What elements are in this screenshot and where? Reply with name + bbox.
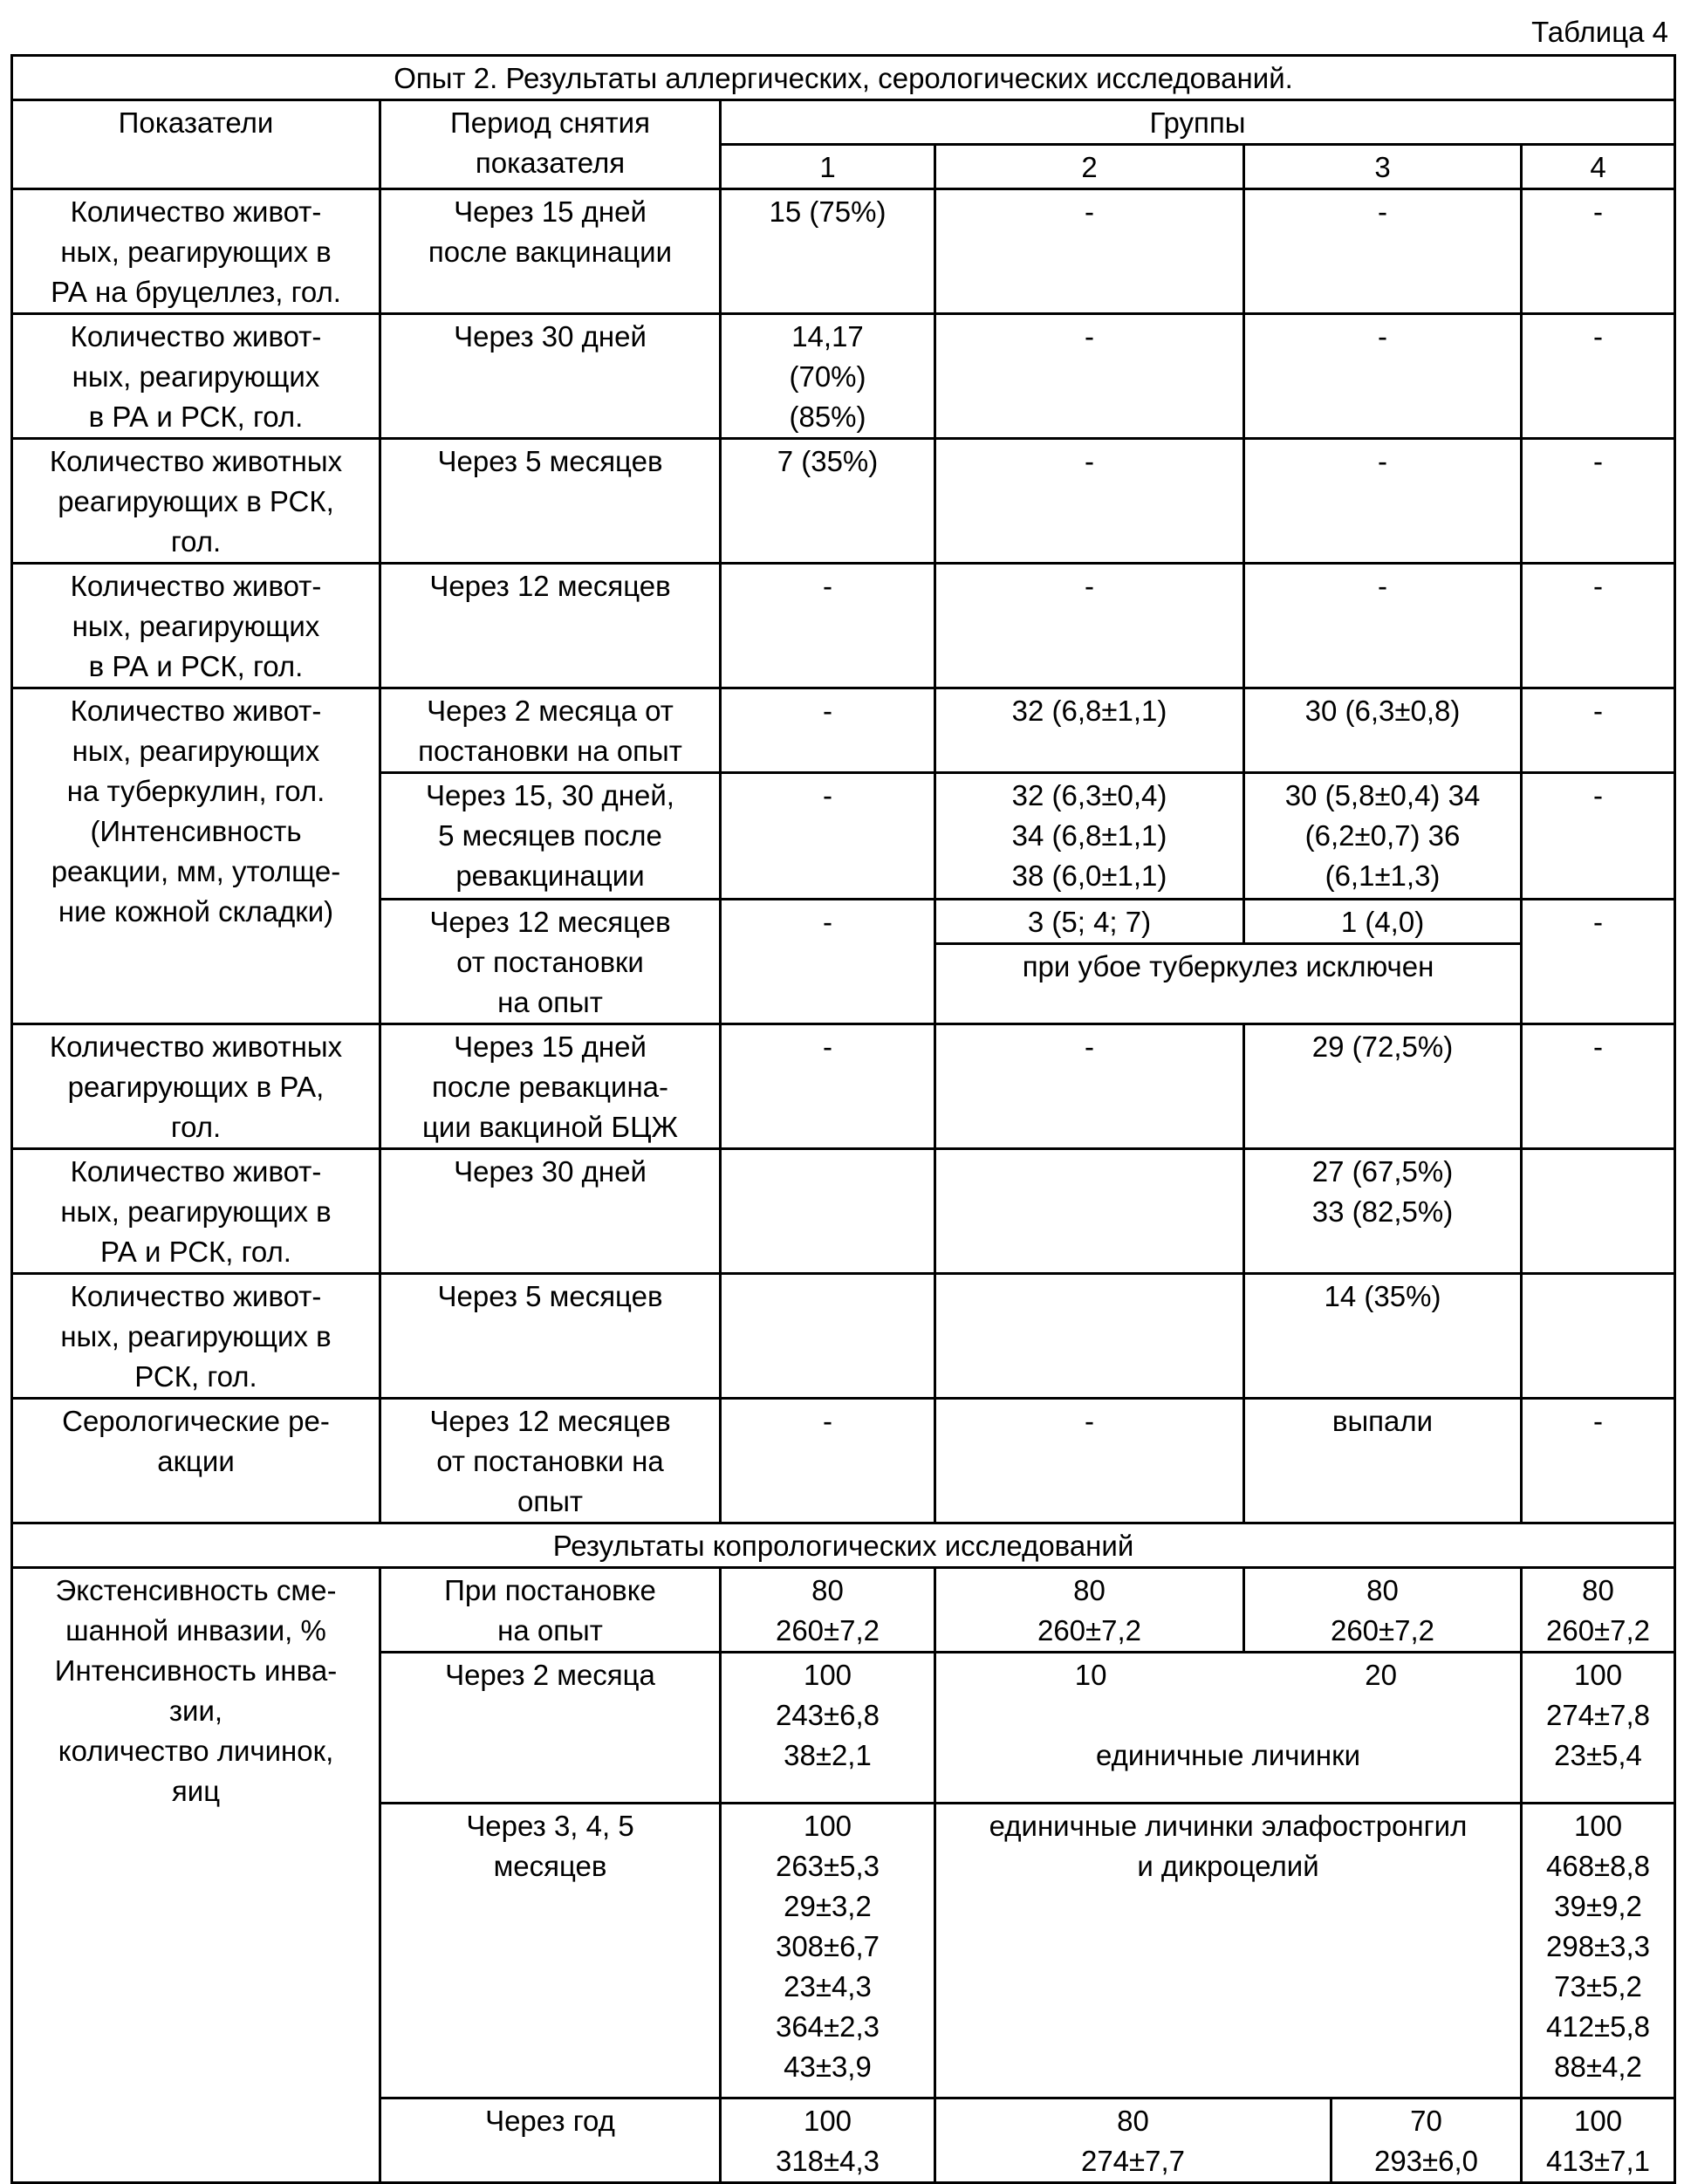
group-4-cell: - [1522, 1399, 1675, 1523]
indicator-cell: Количество живот- ных, реагирующих в РА и РСК, гол. [12, 314, 380, 439]
group-1-cell [721, 1149, 935, 1274]
slaughter-note-cell: при убое туберкулез исключен [935, 944, 1522, 1024]
group-3-cell: 70 293±6,0 [1331, 2098, 1522, 2183]
group-2-cell: - [935, 439, 1244, 564]
period-cell: Через 30 дней [380, 1149, 721, 1274]
group-2-cell: 32 (6,8±1,1) [935, 688, 1244, 773]
indicator-cell: Количество живот- ных, реагирующих в РА на бруцеллез, гол. [12, 189, 380, 314]
group-1-cell: 14,17 (70%) (85%) [721, 314, 935, 439]
period-cell: Через 12 месяцев от постановки на опыт [380, 1399, 721, 1523]
larvae-note: единичные личинки [938, 1736, 1518, 1776]
group-values-pair [938, 1655, 1518, 1695]
title-row [12, 56, 1675, 100]
header-period: Период снятия показателя [380, 100, 721, 189]
group-1-cell: - [721, 773, 935, 900]
period-cell: Через 3, 4, 5 месяцев [380, 1804, 721, 2098]
period-cell: Через 5 месяцев [380, 1274, 721, 1399]
group-4-cell: - [1522, 189, 1675, 314]
group-2-cell: 80 274±7,7 [935, 2098, 1331, 2183]
table-row [12, 314, 1675, 439]
group-3-cell: 1 (4,0) [1244, 900, 1522, 944]
table-title: Опыт 2. Результаты аллергических, серологических исследований. [12, 56, 1675, 100]
period-cell: Через 2 месяца [380, 1653, 721, 1804]
period-cell: Через 2 месяца от постановки на опыт [380, 688, 721, 773]
period-cell: Через 12 месяцев от постановки на опыт [380, 900, 721, 1024]
table-label: Таблица 4 [1531, 12, 1668, 52]
group-3-cell: 27 (67,5%) 33 (82,5%) [1244, 1149, 1522, 1274]
group-2-cell: 80 260±7,2 [935, 1568, 1244, 1653]
period-cell: Через 15 дней после вакцинации [380, 189, 721, 314]
group-1-cell: - [721, 900, 935, 1024]
period-cell: Через 5 месяцев [380, 439, 721, 564]
group-2-value: 10 [938, 1655, 1243, 1695]
group-3-cell: 80 260±7,2 [1244, 1568, 1522, 1653]
group-2-cell: - [935, 189, 1244, 314]
group-1-cell: 15 (75%) [721, 189, 935, 314]
table-row [12, 688, 1675, 773]
table-row [12, 1149, 1675, 1274]
header-group-2: 2 [935, 145, 1244, 189]
results-table [10, 54, 1676, 2184]
header-group-1: 1 [721, 145, 935, 189]
group-4-cell [1522, 1149, 1675, 1274]
group-1-cell: 100 318±4,3 [721, 2098, 935, 2183]
header-group-3: 3 [1244, 145, 1522, 189]
period-cell: При постановке на опыт [380, 1568, 721, 1653]
group-2-3-merged-cell [935, 1653, 1522, 1804]
table-row [12, 189, 1675, 314]
group-4-cell: - [1522, 564, 1675, 688]
group-4-cell: 100 274±7,8 23±5,4 [1522, 1653, 1675, 1804]
group-2-cell: - [935, 314, 1244, 439]
group-2-cell: 3 (5; 4; 7) [935, 900, 1244, 944]
indicator-cell: Серологические ре- акции [12, 1399, 380, 1523]
group-3-cell: 14 (35%) [1244, 1274, 1522, 1399]
table-row [12, 1274, 1675, 1399]
group-1-cell: 7 (35%) [721, 439, 935, 564]
group-1-cell: - [721, 1024, 935, 1149]
period-cell: Через 15 дней после ревакцина- ции вакциной БЦЖ [380, 1024, 721, 1149]
indicator-cell: Количество живот- ных, реагирующих в РСК, гол. [12, 1274, 380, 1399]
header-groups: Группы [721, 100, 1675, 145]
period-cell: Через 15, 30 дней, 5 месяцев после ревакцинации [380, 773, 721, 900]
group-2-cell: 32 (6,3±0,4) 34 (6,8±1,1) 38 (6,0±1,1) [935, 773, 1244, 900]
group-1-cell: 100 243±6,8 38±2,1 [721, 1653, 935, 1804]
group-1-cell: - [721, 688, 935, 773]
group-3-cell: 29 (72,5%) [1244, 1024, 1522, 1149]
group-4-cell: 100 413±7,1 [1522, 2098, 1675, 2183]
group-4-cell: - [1522, 688, 1675, 773]
group-3-cell: 30 (5,8±0,4) 34 (6,2±0,7) 36 (6,1±1,3) [1244, 773, 1522, 900]
group-3-cell: - [1244, 189, 1522, 314]
group-3-cell: - [1244, 439, 1522, 564]
indicator-cell: Количество живот- ных, реагирующих в РА и РСК, гол. [12, 564, 380, 688]
indicator-cell: Количество живот- ных, реагирующих в РА и РСК, гол. [12, 1149, 380, 1274]
indicator-cell: Экстенсивность сме- шанной инвазии, % Интенсивность инва- зии, количество личинок, яиц [12, 1568, 380, 2183]
group-1-cell: 80 260±7,2 [721, 1568, 935, 1653]
group-2-cell [935, 1274, 1244, 1399]
group-3-cell: 30 (6,3±0,8) [1244, 688, 1522, 773]
indicator-cell: Количество животных реагирующих в РА, гол. [12, 1024, 380, 1149]
header-row [12, 100, 1675, 145]
coprology-title: Результаты копрологических исследований [12, 1523, 1675, 1568]
group-4-cell: - [1522, 900, 1675, 1024]
group-3-cell: выпали [1244, 1399, 1522, 1523]
period-cell: Через год [380, 2098, 721, 2183]
group-1-cell: - [721, 564, 935, 688]
group-4-cell: 80 260±7,2 [1522, 1568, 1675, 1653]
group-2-cell: - [935, 1399, 1244, 1523]
group-1-cell: - [721, 1399, 935, 1523]
indicator-cell: Количество живот- ных, реагирующих на туберкулин, гол. (Интенсивность реакции, мм, утолще- ние кожной складки) [12, 688, 380, 1024]
table-row [12, 564, 1675, 688]
indicator-cell: Количество животных реагирующих в РСК, гол. [12, 439, 380, 564]
group-3-cell: - [1244, 314, 1522, 439]
period-cell: Через 30 дней [380, 314, 721, 439]
group-2-cell: - [935, 564, 1244, 688]
table-row [12, 1399, 1675, 1523]
group-2-cell: - [935, 1024, 1244, 1149]
header-group-4: 4 [1522, 145, 1675, 189]
header-indicator: Показатели [12, 100, 380, 189]
group-3-value: 20 [1243, 1655, 1518, 1695]
group-4-cell: - [1522, 773, 1675, 900]
group-3-cell: - [1244, 564, 1522, 688]
group-4-cell: - [1522, 439, 1675, 564]
group-4-cell: - [1522, 1024, 1675, 1149]
table-row [12, 439, 1675, 564]
table-row [12, 1568, 1675, 1653]
group-1-cell [721, 1274, 935, 1399]
group-2-3-merged-cell: единичные личинки элафостронгил и дикроцелий [935, 1804, 1522, 2098]
group-2-cell [935, 1149, 1244, 1274]
period-cell: Через 12 месяцев [380, 564, 721, 688]
group-1-cell: 100 263±5,3 29±3,2 308±6,7 23±4,3 364±2,3 43±3,9 [721, 1804, 935, 2098]
table-row [12, 1024, 1675, 1149]
section-title-row [12, 1523, 1675, 1568]
group-4-cell: 100 468±8,8 39±9,2 298±3,3 73±5,2 412±5,8 88±4,2 [1522, 1804, 1675, 2098]
group-4-cell [1522, 1274, 1675, 1399]
group-4-cell: - [1522, 314, 1675, 439]
